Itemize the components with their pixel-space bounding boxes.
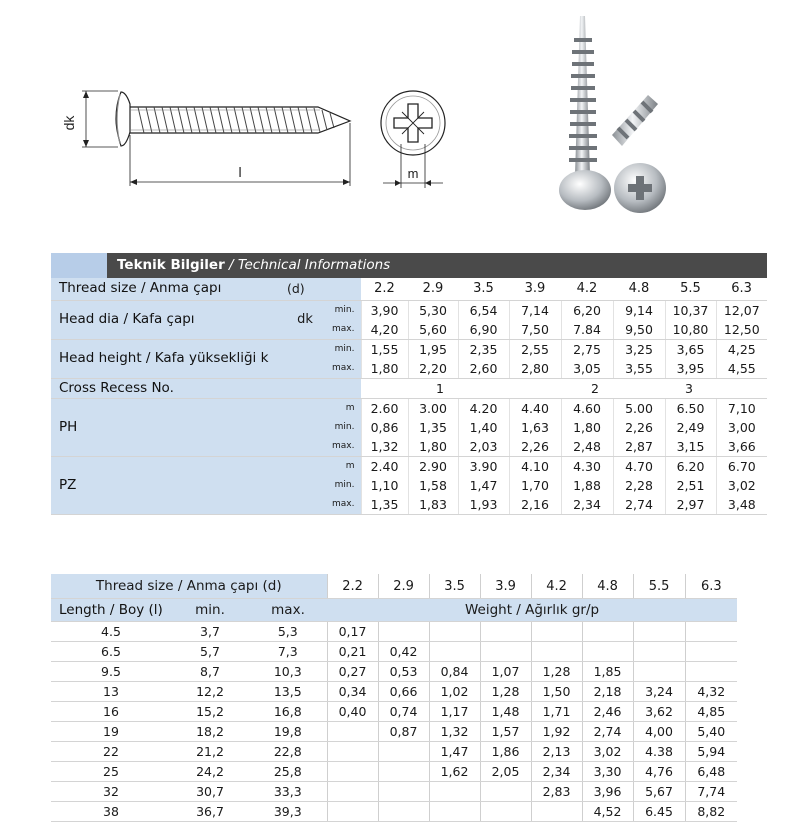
weight-cell: 2,83: [531, 782, 582, 802]
min-label: min.: [323, 339, 361, 359]
value-cell: 2,97: [665, 495, 716, 515]
max-label: max.: [323, 495, 361, 515]
weight-cell: 0,21: [327, 642, 378, 662]
value-cell: 2,16: [509, 495, 561, 515]
value-cell: 0,86: [361, 418, 408, 437]
value-cell: 3,00: [716, 418, 767, 437]
length-min-cell: 5,7: [171, 642, 249, 662]
value-cell: 1,88: [561, 476, 613, 495]
weight-cell: 4.38: [633, 742, 685, 762]
length-max-cell: 33,3: [249, 782, 327, 802]
weight-row: [51, 802, 737, 822]
weight-cell: [633, 622, 685, 642]
value-cell: 7.84: [561, 320, 613, 340]
weight-cell: [327, 802, 378, 822]
pz-label: PZ: [51, 456, 323, 514]
length-max-cell: 7,3: [249, 642, 327, 662]
weight-cell: [429, 782, 480, 802]
weight-cell: 3,24: [633, 682, 685, 702]
value-cell: 1,58: [408, 476, 458, 495]
screw-side-view-drawing: [82, 91, 350, 186]
value-cell: 1,32: [361, 437, 408, 457]
value-cell: 2,26: [509, 437, 561, 457]
value-cell: 5.00: [613, 398, 665, 418]
value-cell: 2,55: [509, 339, 561, 359]
value-cell: 2,34: [561, 495, 613, 515]
weight-row: [51, 662, 737, 682]
weight-cell: [531, 642, 582, 662]
weight-cell: [480, 782, 531, 802]
weight-row: [51, 622, 737, 642]
technical-info-table: [51, 253, 767, 515]
size-cell: 3.9: [480, 574, 531, 599]
value-cell: 4.60: [561, 398, 613, 418]
weight-cell: [685, 662, 737, 682]
weight-row: [51, 762, 737, 782]
value-cell: 2.60: [361, 398, 408, 418]
value-cell: 1,47: [458, 476, 509, 495]
weight-cell: 1,92: [531, 722, 582, 742]
weight-cell: 4,52: [582, 802, 633, 822]
weight-row: [51, 682, 737, 702]
weight-cell: 0,87: [378, 722, 429, 742]
length-min-cell: 21,2: [171, 742, 249, 762]
weight-cell: 1,86: [480, 742, 531, 762]
m-label: m: [323, 398, 361, 418]
length-cell: 22: [51, 742, 171, 762]
technical-drawings: [0, 0, 800, 240]
length-cell: 19: [51, 722, 171, 742]
length-min-cell: 8,7: [171, 662, 249, 682]
value-cell: 2,80: [509, 359, 561, 379]
cross-recess-row: [51, 378, 767, 398]
weight-cell: 1,50: [531, 682, 582, 702]
weight-thread-size-label: Thread size / Anma çapı (d): [51, 574, 327, 599]
weight-cell: 1,07: [480, 662, 531, 682]
head-dia-min-row: [51, 300, 767, 320]
value-cell: 2,60: [458, 359, 509, 379]
value-cell: 6.20: [665, 456, 716, 476]
weight-cell: 4,85: [685, 702, 737, 722]
weight-cell: 1,57: [480, 722, 531, 742]
length-min-cell: 3,7: [171, 622, 249, 642]
weight-table: [51, 574, 737, 822]
value-cell: 7,50: [509, 320, 561, 340]
value-cell: 1,40: [458, 418, 509, 437]
value-cell: 1,10: [361, 476, 408, 495]
weight-cell: 0,84: [429, 662, 480, 682]
m-label: m: [323, 456, 361, 476]
value-cell: 4.20: [458, 398, 509, 418]
min-label: min.: [323, 418, 361, 437]
value-cell: 2,87: [613, 437, 665, 457]
value-cell: 12,07: [716, 300, 767, 320]
weight-cell: [480, 802, 531, 822]
value-cell: 12,50: [716, 320, 767, 340]
length-min-cell: 15,2: [171, 702, 249, 722]
value-cell: 2,48: [561, 437, 613, 457]
value-cell: 1,70: [509, 476, 561, 495]
length-cell: 25: [51, 762, 171, 782]
weight-cell: 1,17: [429, 702, 480, 722]
value-cell: 7,10: [716, 398, 767, 418]
value-cell: 2,74: [613, 495, 665, 515]
weight-cell: 2,46: [582, 702, 633, 722]
weight-cell: [531, 622, 582, 642]
weight-cell: 0,74: [378, 702, 429, 722]
weight-cell: [429, 642, 480, 662]
value-cell: 1,80: [361, 359, 408, 379]
weight-cell: 1,28: [480, 682, 531, 702]
head-dia-symbol: dk: [287, 300, 323, 339]
length-max-cell: 16,8: [249, 702, 327, 722]
value-cell: 3,15: [665, 437, 716, 457]
size-cell: 4.2: [561, 278, 613, 300]
weight-cell: [480, 642, 531, 662]
weight-cell: 1,62: [429, 762, 480, 782]
m-dimension-label: m: [407, 166, 419, 181]
value-cell: 2,35: [458, 339, 509, 359]
weight-cell: 6.45: [633, 802, 685, 822]
value-cell: 3,05: [561, 359, 613, 379]
value-cell: 4.70: [613, 456, 665, 476]
value-cell: 3,65: [665, 339, 716, 359]
weight-cell: 4,76: [633, 762, 685, 782]
value-cell: 7,14: [509, 300, 561, 320]
length-label: Length / Boy (l): [51, 599, 171, 622]
length-max-cell: 22,8: [249, 742, 327, 762]
weight-cell: [429, 622, 480, 642]
weight-cell: 3,30: [582, 762, 633, 782]
length-max-label: max.: [249, 599, 327, 622]
size-cell: 4.8: [613, 278, 665, 300]
weight-cell: [685, 622, 737, 642]
value-cell: 4,20: [361, 320, 408, 340]
thread-size-row: [51, 278, 767, 300]
weight-cell: [531, 802, 582, 822]
weight-cell: 5,67: [633, 782, 685, 802]
value-cell: 10,80: [665, 320, 716, 340]
weight-row: [51, 742, 737, 762]
weight-cell: [327, 722, 378, 742]
size-cell: 3.5: [429, 574, 480, 599]
size-cell: 3.5: [458, 278, 509, 300]
head-height-label: Head height / Kafa yüksekliği k: [51, 339, 323, 378]
weight-cell: 2,13: [531, 742, 582, 762]
cross-recess-value: 2: [458, 378, 665, 398]
length-cell: 16: [51, 702, 171, 722]
size-cell: 2.2: [327, 574, 378, 599]
value-cell: 1,93: [458, 495, 509, 515]
weight-cell: 0,40: [327, 702, 378, 722]
weight-thread-size-row: [51, 574, 737, 599]
weight-cell: 2,74: [582, 722, 633, 742]
weight-cell: 2,34: [531, 762, 582, 782]
value-cell: 3,90: [361, 300, 408, 320]
value-cell: 1,35: [361, 495, 408, 515]
size-cell: 4.8: [582, 574, 633, 599]
weight-cell: 1,28: [531, 662, 582, 682]
size-cell: 6.3: [685, 574, 737, 599]
value-cell: 6.50: [665, 398, 716, 418]
weight-cell: 0,17: [327, 622, 378, 642]
max-label: max.: [323, 437, 361, 457]
length-min-label: min.: [171, 599, 249, 622]
weight-rows: [51, 622, 737, 822]
value-cell: 2,03: [458, 437, 509, 457]
max-label: max.: [323, 320, 361, 340]
cross-recess-value: 3: [665, 378, 767, 398]
weight-cell: 1,02: [429, 682, 480, 702]
weight-cell: 3,96: [582, 782, 633, 802]
weight-cell: [582, 642, 633, 662]
value-cell: 2,28: [613, 476, 665, 495]
weight-cell: 1,48: [480, 702, 531, 722]
weight-row: [51, 782, 737, 802]
value-cell: 2,49: [665, 418, 716, 437]
dk-dimension-label: dk: [61, 115, 77, 131]
length-cell: 4.5: [51, 622, 171, 642]
weight-subheader-row: [51, 599, 737, 622]
value-cell: 4.30: [561, 456, 613, 476]
value-cell: 3.90: [458, 456, 509, 476]
min-label: min.: [323, 300, 361, 320]
weight-cell: [582, 622, 633, 642]
value-cell: 3,02: [716, 476, 767, 495]
value-cell: 3,95: [665, 359, 716, 379]
head-height-min-row: [51, 339, 767, 359]
value-cell: 1,80: [561, 418, 613, 437]
min-label: min.: [323, 476, 361, 495]
thread-size-label: Thread size / Anma çapı: [51, 278, 287, 300]
weight-cell: [378, 762, 429, 782]
weight-cell: 4,32: [685, 682, 737, 702]
ph-m-row: [51, 398, 767, 418]
screw-product-photo: [559, 16, 666, 213]
length-min-cell: 12,2: [171, 682, 249, 702]
size-cell: 6.3: [716, 278, 767, 300]
weight-cell: 1,32: [429, 722, 480, 742]
thread-size-symbol: (d): [287, 278, 361, 300]
length-max-cell: 25,8: [249, 762, 327, 782]
weight-cell: 8,82: [685, 802, 737, 822]
value-cell: 9,50: [613, 320, 665, 340]
value-cell: 3.00: [408, 398, 458, 418]
value-cell: 4.40: [509, 398, 561, 418]
value-cell: 6,90: [458, 320, 509, 340]
weight-cell: [378, 802, 429, 822]
weight-cell: [633, 642, 685, 662]
value-cell: 2,75: [561, 339, 613, 359]
value-cell: 6,54: [458, 300, 509, 320]
value-cell: 2.40: [361, 456, 408, 476]
length-min-cell: 30,7: [171, 782, 249, 802]
weight-cell: [480, 622, 531, 642]
weight-cell: 2,18: [582, 682, 633, 702]
length-cell: 9.5: [51, 662, 171, 682]
weight-cell: 0,53: [378, 662, 429, 682]
value-cell: 4,55: [716, 359, 767, 379]
weight-cell: 0,42: [378, 642, 429, 662]
table-title: Teknik Bilgiler / Technical Informations: [107, 253, 767, 278]
head-dia-label: Head dia / Kafa çapı: [51, 300, 287, 339]
weight-cell: 0,27: [327, 662, 378, 682]
weight-cell: 0,66: [378, 682, 429, 702]
weight-cell: [378, 782, 429, 802]
weight-cell: 5,94: [685, 742, 737, 762]
weight-cell: 5,40: [685, 722, 737, 742]
weight-cell: 6,48: [685, 762, 737, 782]
value-cell: 3,25: [613, 339, 665, 359]
value-cell: 2.90: [408, 456, 458, 476]
weight-cell: 4,00: [633, 722, 685, 742]
length-min-cell: 18,2: [171, 722, 249, 742]
weight-cell: 0,34: [327, 682, 378, 702]
length-cell: 6.5: [51, 642, 171, 662]
size-cell: 3.9: [509, 278, 561, 300]
length-min-cell: 36,7: [171, 802, 249, 822]
cross-recess-label: Cross Recess No.: [51, 378, 361, 398]
weight-label: Weight / Ağırlık gr/p: [327, 599, 737, 622]
length-cell: 38: [51, 802, 171, 822]
length-cell: 13: [51, 682, 171, 702]
max-label: max.: [323, 359, 361, 379]
weight-cell: 1,85: [582, 662, 633, 682]
weight-cell: 1,47: [429, 742, 480, 762]
weight-row: [51, 722, 737, 742]
weight-cell: [633, 662, 685, 682]
size-cell: 2.9: [408, 278, 458, 300]
value-cell: 1,55: [361, 339, 408, 359]
size-cell: 5.5: [633, 574, 685, 599]
value-cell: 4.10: [509, 456, 561, 476]
pz-m-row: [51, 456, 767, 476]
value-cell: 4,25: [716, 339, 767, 359]
weight-cell: [429, 802, 480, 822]
value-cell: 1,95: [408, 339, 458, 359]
size-cell: 5.5: [665, 278, 716, 300]
value-cell: 6,20: [561, 300, 613, 320]
size-cell: 2.2: [361, 278, 408, 300]
value-cell: 1,83: [408, 495, 458, 515]
weight-cell: [378, 622, 429, 642]
weight-cell: 1,71: [531, 702, 582, 722]
value-cell: 3,48: [716, 495, 767, 515]
length-max-cell: 5,3: [249, 622, 327, 642]
value-cell: 5,30: [408, 300, 458, 320]
value-cell: 9,14: [613, 300, 665, 320]
header-color-swatch: [51, 253, 107, 278]
value-cell: 3,66: [716, 437, 767, 457]
weight-cell: 3,62: [633, 702, 685, 722]
value-cell: 2,51: [665, 476, 716, 495]
ph-label: PH: [51, 398, 323, 456]
weight-row: [51, 642, 737, 662]
value-cell: 1,63: [509, 418, 561, 437]
size-cell: 4.2: [531, 574, 582, 599]
weight-cell: [327, 742, 378, 762]
length-max-cell: 19,8: [249, 722, 327, 742]
length-max-cell: 10,3: [249, 662, 327, 682]
length-min-cell: 24,2: [171, 762, 249, 782]
length-cell: 32: [51, 782, 171, 802]
value-cell: 3,55: [613, 359, 665, 379]
length-max-cell: 13,5: [249, 682, 327, 702]
weight-cell: [327, 762, 378, 782]
value-cell: 1,35: [408, 418, 458, 437]
weight-cell: [685, 642, 737, 662]
weight-row: [51, 702, 737, 722]
value-cell: 6.70: [716, 456, 767, 476]
weight-cell: 7,74: [685, 782, 737, 802]
length-max-cell: 39,3: [249, 802, 327, 822]
value-cell: 1,80: [408, 437, 458, 457]
value-cell: 5,60: [408, 320, 458, 340]
weight-cell: [378, 742, 429, 762]
weight-cell: [327, 782, 378, 802]
value-cell: 2,20: [408, 359, 458, 379]
cross-recess-value: 1: [361, 378, 458, 398]
value-cell: 2,26: [613, 418, 665, 437]
size-cell: 2.9: [378, 574, 429, 599]
l-dimension-label: l: [238, 164, 242, 180]
weight-cell: 3,02: [582, 742, 633, 762]
value-cell: 10,37: [665, 300, 716, 320]
weight-cell: 2,05: [480, 762, 531, 782]
